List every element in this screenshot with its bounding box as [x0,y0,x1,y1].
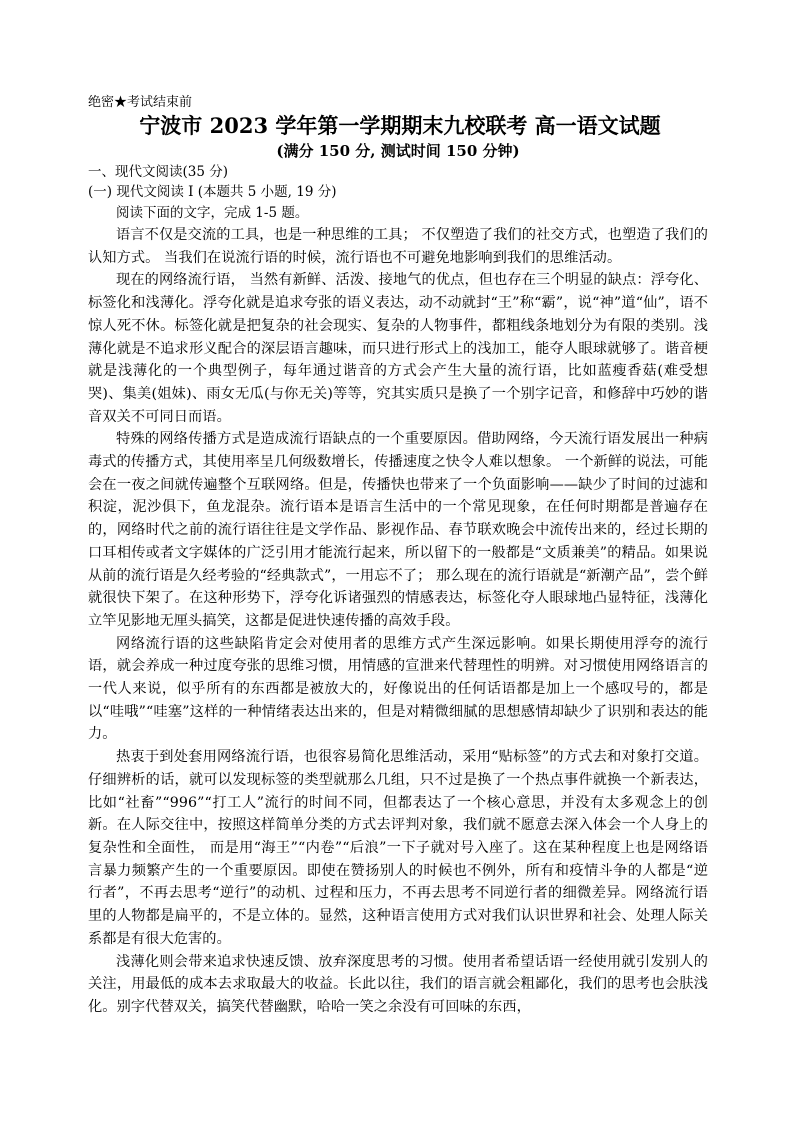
paragraph-5: 热衷于到处套用网络流行语，也很容易简化思维活动，采用“贴标签”的方式去和对象打交道。仔细辨析的话，就可以发现标签的类型就那么几组，只不过是换了一个热点事件就换一个新表达，比如“社畜”“996”“打工人”流行的时间不同，但都表达了一个核心意思，并没有太多观念上的创新。在人际交往中，按照这样简单分类的方式去评判对象，我们就不愿意去深入体会一个人身上的复杂性和全面性， 而是用“海王”“内卷”“后浪”一下子就对号入座了。这在某种程度上也是网络语言暴力频繁产生的一个重要原因。即使在赞扬别人的时候也不例外，所有和疫情斗争的人都是“逆行者”，不再去思考“逆行”的动机、过程和压力，不再去思考不同逆行者的细微差异。网络流行语里的人物都是扁平的，不是立体的。显然，这种语言使用方式对我们认识世界和社会、处理人际关系都是有很大危害的。 [88,749,708,947]
paragraph-4: 网络流行语的这些缺陷肯定会对使用者的思维方式产生深远影响。如果长期使用浮夸的流行语，就会养成一种过度夸张的思维习惯，用情感的宣泄来代替理性的明辨。对习惯使用网络语言的一代人来说，似乎所有的东西都是被放大的，好像说出的任何话语都是加上一个感叹号的，都是以“哇哦”“哇塞”这样的一种情绪表达出来的，但是对精微细腻的思想感情却缺少了识别和表达的能力。 [88,635,708,743]
paragraph-6: 浅薄化则会带来追求快速反馈、放弃深度思考的习惯。使用者希望话语一经使用就引发别人的关注，用最低的成本去求取最大的收益。长此以往，我们的语言就会粗鄙化，我们的思考也会肤浅化。别字代替双关，搞笑代替幽默，哈哈一笑之余没有可回味的东西， [88,953,708,1015]
exam-page [88,94,708,1019]
part-heading: (一) 现代文阅读 Ⅰ (本题共 5 小题, 19 分) [88,184,337,200]
paragraph-3: 特殊的网络传播方式是造成流行语缺点的一个重要原因。借助网络，今天流行语发展出一种病毒式的传播方式，其使用率呈几何级数增长，传播速度之快令人难以想象。 一个新鲜的说法，可能会在一夜之间就传遍整个互联网络。但是，传播快也带来了一个负面影响——缺少了时间的过滤和积淀，泥沙俱下，鱼龙混杂。流行语本是语言生活中的一个常见现象，在任何时期都是普遍存在的，网络时代之前的流行语往往是文学作品、影视作品、春节联欢晚会中流传出来的，经过长期的口耳相传或者文字媒体的广泛引用才能流行起来，所以留下的一般都是“文质兼美”的精品。如果说从前的流行语是久经考验的“经典款式”，一用忘不了； 那么现在的流行语就是“新潮产品”，尝个鲜就很快下架了。在这种形势下，浮夸化诉诸强烈的情感表达，标签化夺人眼球地凸显特征，浅薄化立竿见影地无厘头搞笑，这都是促进快速传播的高效手段。 [88,431,708,629]
section-heading: 一、现代文阅读(35 分) [88,164,229,180]
paragraph-1: 语言不仅是交流的工具，也是一种思维的工具； 不仅塑造了我们的社交方式，也塑造了我们的认知方式。 当我们在说流行语的时候，流行语也不可避免地影响到我们的思维活动。 [88,227,708,266]
paragraph-2: 现在的网络流行语， 当然有新鲜、活泼、接地气的优点，但也存在三个明显的缺点：浮夸化、标签化和浅薄化。浮夸化就是追求夸张的语义表达，动不动就封“王”称“霸”，说“神”道“仙”，语不惊人死不休。标签化就是把复杂的社会现实、复杂的人物事件，都粗线条地划分为有限的类别。浅薄化就是不追求形义配合的深层语言趣味，而只进行形式上的浅加工，能夺人眼球就够了。谐音梗就是浅薄化的一个典型例子，每年通过谐音的方式会产生大量的流行语，比如蓝瘦香菇(难受想哭)、集美(姐妹)、雨女无瓜(与你无关)等等，究其实质只是换了一个别字记音，和修辞中巧妙的谐音双关不可同日而语。 [88,272,708,425]
exam-subtitle: (满分 150 分, 测试时间 150 分钟) [276,142,520,160]
reading-instruction: 阅读下面的文字，完成 1-5 题。 [116,205,309,221]
confidential-note: 绝密★考试结束前 [88,95,193,110]
exam-title: 宁波市 2023 学年第一学期期末九校联考 高一语文试题 [139,113,661,138]
